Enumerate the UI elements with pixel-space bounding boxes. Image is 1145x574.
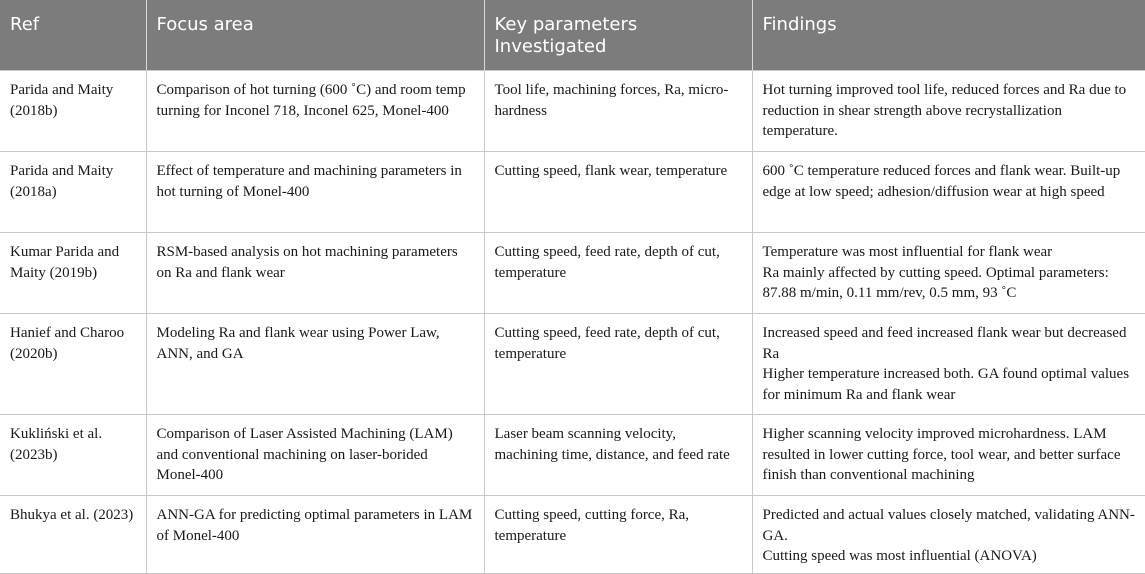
table-row (0, 152, 1145, 233)
header-ref: Ref (0, 0, 146, 71)
table-row (0, 496, 1145, 574)
cell-findings (752, 152, 1145, 233)
table-row (0, 415, 1145, 496)
header-key-parameters-line1: Key parameters (494, 14, 638, 35)
cell-key-parameters: Laser beam scanning velocity, machining time, distance, and feed rate (484, 415, 752, 496)
cell-findings (752, 496, 1145, 574)
finding-line: Temperature was most influential for flank wear (762, 244, 1053, 260)
cell-focus-area: ANN-GA for predicting optimal parameters in LAM of Monel-400 (146, 496, 484, 574)
table-row (0, 314, 1145, 415)
finding-line: Ra mainly affected by cutting speed. Optimal parameters: 87.88 m/min, 0.11 mm/rev, 0.5 mm, 93 ˚C (762, 264, 1109, 301)
cell-focus-area: Effect of temperature and machining parameters in hot turning of Monel-400 (146, 152, 484, 233)
cell-key-parameters: Cutting speed, feed rate, depth of cut, temperature (484, 233, 752, 314)
cell-focus-area: Comparison of hot turning (600 ˚C) and room temp turning for Inconel 718, Inconel 625, Monel-400 (146, 71, 484, 152)
finding-line: 600 ˚C temperature reduced forces and flank wear. Built-up edge at low speed; adhesion/diffusion wear at high speed (762, 163, 1121, 200)
cell-findings (752, 415, 1145, 496)
cell-ref: Kukliński et al. (2023b) (0, 415, 146, 496)
finding-line: Higher scanning velocity improved microhardness. LAM resulted in lower cutting force, tool wear, and better surface finish than conventional machining (762, 426, 1121, 483)
header-row (0, 0, 1145, 71)
header-key-parameters-line2: Investigated (494, 36, 607, 57)
cell-ref: Hanief and Charoo (2020b) (0, 314, 146, 415)
finding-line: Predicted and actual values closely matched, validating ANN-GA. (762, 507, 1135, 544)
cell-key-parameters: Cutting speed, cutting force, Ra, temperature (484, 496, 752, 574)
cell-focus-area: Modeling Ra and flank wear using Power Law, ANN, and GA (146, 314, 484, 415)
finding-line: Higher temperature increased both. GA found optimal values for minimum Ra and flank wear (762, 366, 1130, 403)
finding-line: Cutting speed was most influential (ANOVA) (762, 548, 1037, 564)
table-row (0, 71, 1145, 152)
table-body (0, 71, 1145, 574)
cell-focus-area: Comparison of Laser Assisted Machining (LAM) and conventional machining on laser-borided Monel-400 (146, 415, 484, 496)
cell-ref: Bhukya et al. (2023) (0, 496, 146, 574)
cell-key-parameters: Cutting speed, feed rate, depth of cut, temperature (484, 314, 752, 415)
finding-line: Increased speed and feed increased flank wear but decreased Ra (762, 325, 1127, 362)
table-row (0, 233, 1145, 314)
cell-key-parameters: Cutting speed, flank wear, temperature (484, 152, 752, 233)
cell-key-parameters: Tool life, machining forces, Ra, micro-hardness (484, 71, 752, 152)
cell-ref: Parida and Maity (2018a) (0, 152, 146, 233)
header-findings: Findings (752, 0, 1145, 71)
header-focus-area: Focus area (146, 0, 484, 71)
finding-line: Hot turning improved tool life, reduced forces and Ra due to reduction in shear strength above recrystallization temperature. (762, 82, 1127, 139)
cell-ref: Parida and Maity (2018b) (0, 71, 146, 152)
cell-findings (752, 314, 1145, 415)
table-header (0, 0, 1145, 71)
header-key-parameters (484, 0, 752, 71)
cell-findings (752, 71, 1145, 152)
cell-focus-area: RSM-based analysis on hot machining parameters on Ra and flank wear (146, 233, 484, 314)
cell-findings (752, 233, 1145, 314)
cell-ref: Kumar Parida and Maity (2019b) (0, 233, 146, 314)
